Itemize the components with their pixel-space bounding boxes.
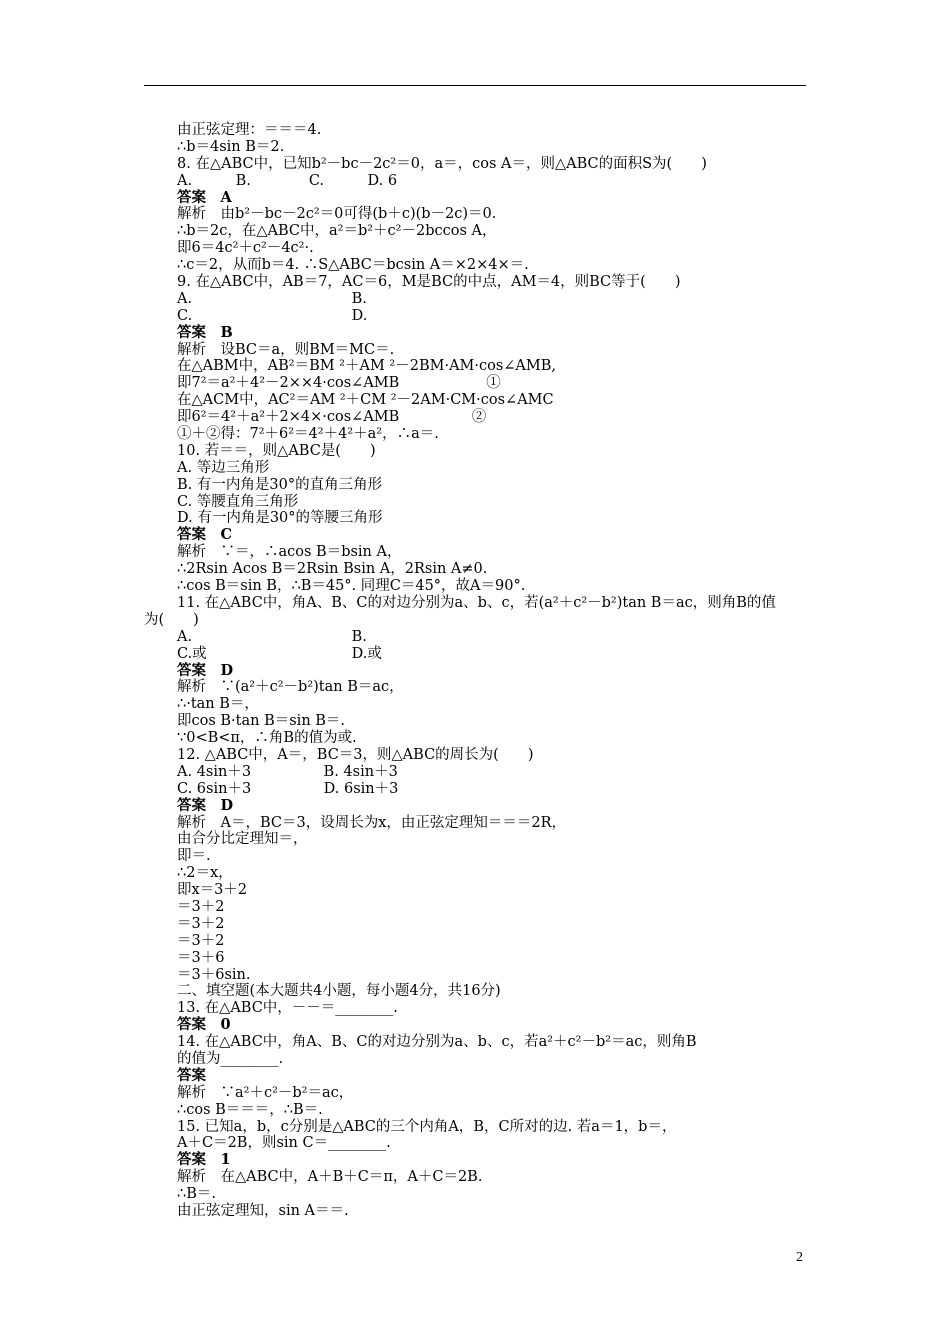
text-line: D. 有一内角是30°的等腰三角形 (177, 510, 383, 527)
text-line: A. 4sin＋3 B. 4sin＋3 (177, 763, 398, 780)
text-line: ∴·tan B＝， (177, 696, 259, 713)
text-line: 解析 在△ABC中，A＋B＋C＝π，A＋C＝2B. (177, 1169, 483, 1186)
text-line: 的值为________. (177, 1050, 284, 1067)
text-line: ∴c＝2，从而b＝4. ∴S△ABC＝bcsin A＝×2×4×＝. (177, 257, 529, 274)
text-line: 8. 在△ABC中，已知b²－bc－2c²＝0，a＝，cos A＝，则△ABC的面积S为( ) (177, 155, 707, 172)
text-line: A. B. (177, 290, 367, 307)
text-line: ＝3＋6 (177, 949, 225, 966)
text-line: 答案 D (177, 796, 234, 814)
text-line: 由正弦定理知，sin A＝＝. (177, 1203, 349, 1219)
text-line: ＝3＋6sin. (177, 966, 251, 983)
text-line: ∴cos B＝＝＝，∴B＝. (177, 1101, 323, 1118)
text-line: 13. 在△ABC中，－－＝________. (177, 1000, 398, 1017)
text-line: 11. 在△ABC中，角A、B、C的对边分别为a、b、c，若(a²＋c²－b²)tan B＝ac，则角B的值 (177, 594, 776, 611)
text-line: 15. 已知a，b，c分别是△ABC的三个内角A，B，C所对的边. 若a＝1，b＝， (177, 1118, 677, 1135)
text-line: 为( ) (144, 611, 199, 628)
text-line: 14. 在△ABC中，角A、B、C的对边分别为a、b、c，若a²＋c²－b²＝ac，则角B (177, 1034, 697, 1051)
text-line: 在△ACM中，AC²＝AM ²＋CM ²－2AM·CM·cos∠AMC (177, 392, 554, 409)
text-line: ∵0<B<π，∴角B的值为或. (177, 730, 357, 747)
text-line: 解析 ∵＝，∴acos B＝bsin A， (177, 544, 402, 561)
text-line: 即＝. (177, 848, 211, 865)
text-line: C. 等腰直角三角形 (177, 493, 299, 510)
text-line: 即6²＝4²＋a²＋2×4×·cos∠AMB ② (177, 409, 487, 426)
text-line: 答案 1 (177, 1151, 231, 1169)
text-line: 解析 设BC＝a，则BM＝MC＝. (177, 341, 395, 358)
text-line: 答案 A (177, 188, 232, 206)
text-line: 答案 C (177, 526, 233, 544)
text-line: A. 等边三角形 (177, 459, 270, 476)
text-line: 解析 由b²－bc－2c²＝0可得(b＋c)(b－2c)＝0. (177, 206, 497, 223)
text-line: 即x＝3＋2 (177, 882, 248, 899)
text-line: ＝3＋2 (177, 932, 225, 949)
text-line: C. D. (177, 307, 368, 324)
text-line: 12. △ABC中，A＝，BC＝3，则△ABC的周长为( ) (177, 746, 534, 763)
text-line: 答案 D (177, 661, 234, 679)
document-body (144, 122, 817, 1220)
text-line: 即cos B·tan B＝sin B＝. (177, 713, 346, 730)
text-line: ＝3＋2 (177, 898, 225, 915)
text-line: ∴cos B＝sin B，∴B＝45°. 同理C＝45°，故A＝90°. (177, 578, 526, 595)
text-line: 由正弦定理：＝＝＝4. (177, 122, 322, 138)
text-line: 解析 ∵a²＋c²－b²＝ac， (177, 1084, 354, 1101)
text-line: ＝3＋2 (177, 915, 225, 932)
text-line: C.或 D.或 (177, 645, 382, 662)
text-line: ∴2＝x， (177, 865, 233, 882)
text-line: 由合分比定理知＝， (177, 831, 308, 848)
text-line: A＋C＝2B，则sin C＝________. (177, 1135, 391, 1152)
text-line: 在△ABM中，AB²＝BM ²＋AM ²－2BM·AM·cos∠AMB, (177, 358, 557, 375)
text-line: 10. 若＝＝，则△ABC是( ) (177, 442, 376, 459)
text-line: 答案 B (177, 323, 233, 341)
page-number: 2 (796, 1250, 803, 1265)
text-line: ∴B＝. (177, 1186, 216, 1203)
text-line: 二、填空题(本大题共4小题，每小题4分，共16分) (177, 983, 501, 1000)
text-line: ①＋②得：7²＋6²＝4²＋4²＋a²，∴a＝. (177, 426, 439, 443)
text-line: A. B. (177, 628, 367, 645)
text-line: A. B. C. D. 6 (177, 172, 398, 189)
text-line: B. 有一内角是30°的直角三角形 (177, 476, 383, 493)
header-rule (144, 85, 806, 86)
text-line: 解析 A＝，BC＝3，设周长为x，由正弦定理知＝＝＝2R， (177, 814, 567, 831)
text-line: 即7²＝a²＋4²－2××4·cos∠AMB ① (177, 375, 501, 392)
text-line: 答案 0 (177, 1016, 231, 1034)
text-line: ∴2Rsin Acos B＝2Rsin Bsin A，2Rsin A≠0. (177, 561, 488, 578)
text-line: 解析 ∵(a²＋c²－b²)tan B＝ac， (177, 679, 404, 696)
text-line: ∴b＝4sin B＝2. (177, 138, 285, 155)
text-line: ∴b＝2c，在△ABC中，a²＝b²＋c²－2bccos A， (177, 223, 497, 240)
text-line: 9. 在△ABC中，AB＝7，AC＝6，M是BC的中点，AM＝4，则BC等于( ) (177, 274, 681, 291)
text-line: 即6＝4c²＋c²－4c²·. (177, 240, 314, 257)
text-line: C. 6sin＋3 D. 6sin＋3 (177, 780, 399, 797)
text-line: 答案 (177, 1066, 206, 1084)
